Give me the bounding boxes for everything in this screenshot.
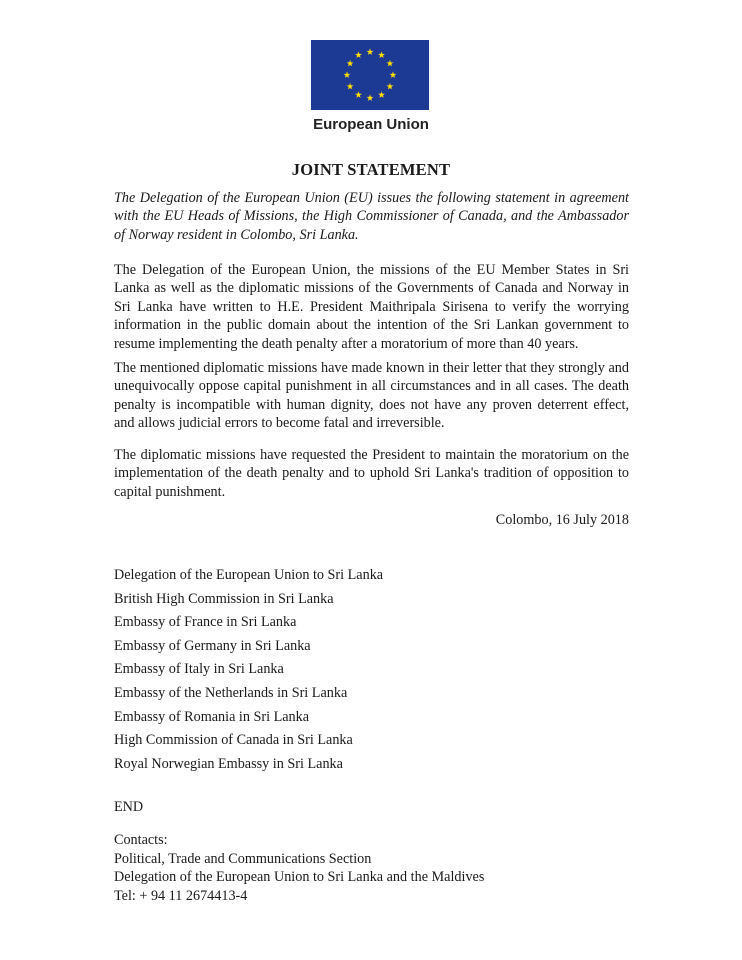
place-date: Colombo, 16 July 2018 [495, 512, 629, 528]
star-icon [367, 48, 374, 55]
contacts-block [114, 831, 484, 905]
signatory-item: Embassy of Romania in Sri Lanka [114, 708, 310, 725]
star-icon [347, 60, 354, 67]
star-icon [378, 51, 385, 58]
body-paragraph-2: The mentioned diplomatic missions have made known in their letter that they strongly and unequivocally oppose capital punishment in all circumstances and in all cases. The death penalty is incompatible with human dignity, does not have any proven deterrent effect, and allows judicial errors to become fatal and irreversible. [114, 360, 629, 432]
organization-name: European Union [313, 116, 429, 133]
star-icon [344, 71, 351, 78]
document-title: JOINT STATEMENT [291, 160, 451, 179]
body-paragraph-1: The Delegation of the European Union, the missions of the EU Member States in Sri Lanka as well as the diplomatic missions of the Governments of Canada and Norway in Sri Lanka have written to H.E. President Maithripala Sirisena to verify the worrying information in the public domain about the intention of the Sri Lankan government to resume implementing the death penalty after a moratorium of more than 40 years. [114, 262, 629, 352]
end-marker: END [114, 799, 144, 815]
signatory-item: Delegation of the European Union to Sri Lanka [114, 567, 384, 583]
signatory-item: British High Commission in Sri Lanka [114, 590, 334, 607]
contacts-section: Political, Trade and Communications Section [114, 850, 372, 867]
signatory-item: Embassy of the Netherlands in Sri Lanka [114, 684, 348, 701]
star-icon [390, 71, 397, 78]
signatory-item: Royal Norwegian Embassy in Sri Lanka [114, 755, 343, 772]
signatory-item: Embassy of France in Sri Lanka [114, 614, 297, 631]
signatory-item: Embassy of Italy in Sri Lanka [114, 661, 284, 678]
star-icon [386, 60, 393, 67]
contacts-phone: Tel: + 94 11 2674413-4 [114, 887, 248, 904]
star-icon [386, 83, 393, 90]
contacts-office: Delegation of the European Union to Sri Lanka and the Maldives [114, 869, 485, 886]
signatories-list [114, 564, 383, 776]
signatory-item: Embassy of Germany in Sri Lanka [114, 637, 311, 654]
eu-flag-icon [311, 40, 429, 110]
star-icon [355, 51, 362, 58]
star-icon [355, 91, 362, 98]
star-icon [367, 94, 374, 101]
contacts-label: Contacts: [114, 832, 168, 848]
star-icon [378, 91, 385, 98]
body-paragraph-3: The diplomatic missions have requested the President to maintain the moratorium on the implementation of the death penalty and to uphold Sri Lanka's tradition of opposition to capital punishment. [114, 447, 629, 500]
star-icon [347, 83, 354, 90]
intro-paragraph: The Delegation of the European Union (EU) issues the following statement in agreement with the EU Heads of Missions, the High Commissioner of Canada, and the Ambassador of Norway resident in Colombo, Sri Lanka. [114, 190, 629, 243]
signatory-item: High Commission of Canada in Sri Lanka [114, 732, 353, 749]
